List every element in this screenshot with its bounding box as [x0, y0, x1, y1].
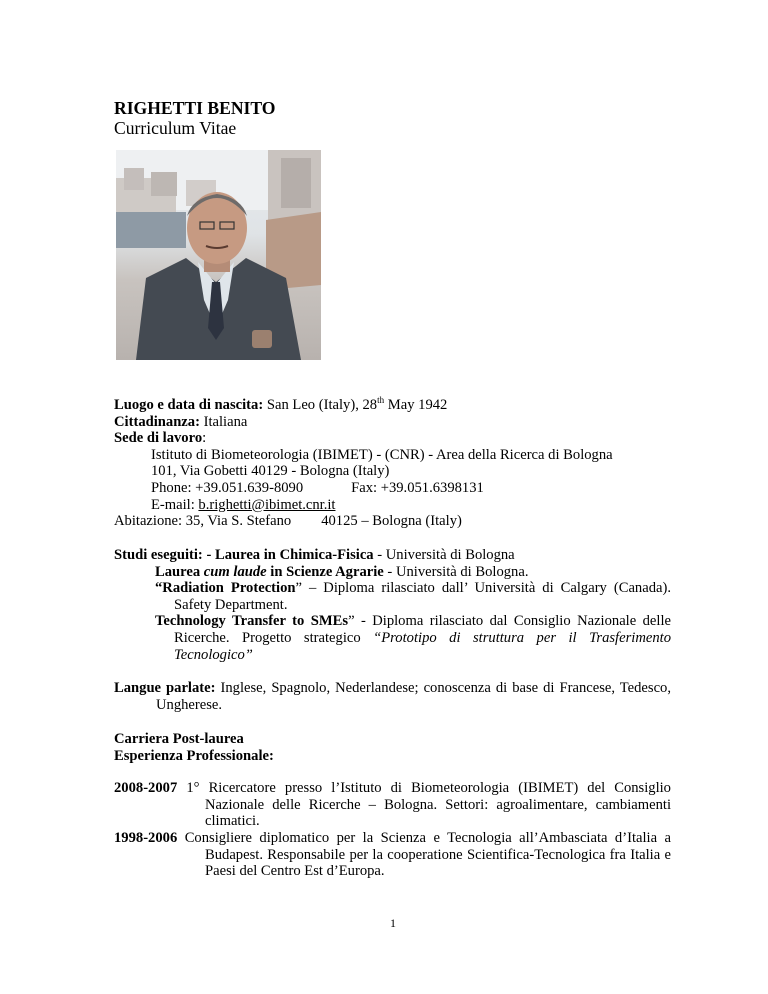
studies-item4-title: Technology Transfer to SMEs — [155, 613, 349, 630]
workplace-line2: 101, Via Gobetti 40129 - Bologna (Italy) — [151, 463, 390, 480]
studies-item2 — [114, 564, 671, 581]
home-line — [114, 513, 671, 530]
portrait-photo — [116, 150, 321, 360]
email-link[interactable]: b.righetti@ibimet.cnr.it — [198, 496, 336, 513]
languages-value: Inglese, Spagnolo, Nederlandese; conoscenza di base di Francese, Tedesco, Ungherese. — [156, 680, 671, 713]
citizenship-label: Cittadinanza: — [114, 413, 200, 430]
portrait-image — [116, 150, 321, 360]
birth-line — [114, 397, 671, 414]
languages-label: Langue parlate: — [114, 680, 216, 696]
studies-item4 — [114, 613, 671, 663]
workplace-heading: Sede di lavoro: — [114, 430, 207, 447]
fax: Fax: +39.051.6398131 — [351, 479, 484, 496]
studies-item3-title: “Radiation Protection — [155, 580, 296, 597]
studies-section — [114, 547, 671, 663]
home-address: Abitazione: 35, Via S. Stefano — [114, 513, 292, 530]
experience-heading: Esperienza Professionale: — [114, 747, 274, 764]
birth-tail: May 1942 — [387, 397, 448, 413]
email-line — [114, 497, 671, 514]
studies-item4-italic: “Prototipo di struttura per il Trasferimento Tecnologico” — [174, 629, 671, 663]
page-number: 1 — [390, 916, 396, 930]
citizenship-line — [114, 414, 671, 431]
workplace-label: Sede di lavoro — [114, 430, 203, 447]
career-entry-text — [114, 830, 671, 880]
career-entry-text — [114, 780, 671, 830]
career-heading: Carriera Post-laurea — [114, 731, 244, 747]
studies-item4-rest: ” - Diploma rilasciato dal Consiglio Nazionale delle Ricerche. Progetto strategico — [174, 613, 671, 646]
cv-name: RIGHETTI BENITO — [114, 98, 276, 118]
phone: Phone: +39.051.639-8090 — [151, 479, 304, 496]
career-entry-years: 2008-2007 — [114, 780, 178, 796]
contact-line — [114, 480, 671, 497]
birth-label: Luogo e data di nascita: — [114, 397, 264, 413]
studies-item1-title: - Laurea in Chimica-Fisica — [206, 547, 374, 563]
career-entry-description: 1° Ricercatore presso l’Istituto di Biometeorologia (IBIMET) del Consiglio Nazionale delle Ricerche – Bologna. Settori: agroalimentare, cambiamenti climatici. — [186, 780, 671, 830]
studies-item1 — [114, 547, 671, 564]
career-entry-description: Consigliere diplomatico per la Scienza e Tecnologia all’Ambasciata d’Italia a Budapest. Responsabile per la cooperatione Scientifica-Tecnologica fra Italia e Paesi del Centro Est d’Europa. — [184, 830, 671, 880]
studies-item2-rest: - Università di Bologna. — [383, 563, 529, 580]
cv-subtitle: Curriculum Vitae — [114, 118, 237, 138]
citizenship-value: Italiana — [203, 413, 248, 430]
languages-line — [114, 680, 671, 713]
birth-value: San Leo (Italy), 28 — [266, 397, 378, 413]
home-city: 40125 – Bologna (Italy) — [321, 513, 462, 530]
birth-sup: th — [377, 395, 385, 406]
studies-item1-rest: - Università di Bologna — [373, 547, 515, 563]
studies-item2-italic: cum laude — [203, 563, 267, 580]
workplace-line1: Istituto di Biometeorologia (IBIMET) - (CNR) - Area della Ricerca di Bologna — [151, 446, 613, 463]
personal-details — [114, 397, 671, 530]
studies-item2-title-a: Laurea — [155, 563, 204, 580]
studies-item3-rest: ” – Diploma rilasciato dall’ Università di Calgary (Canada). Safety Department. — [174, 580, 671, 613]
email-label: E-mail: — [151, 496, 199, 513]
languages-section — [114, 680, 671, 713]
studies-item2-title-b: in Scienze Agrarie — [266, 563, 384, 580]
career-section — [114, 731, 671, 764]
studies-label: Studi eseguiti: — [114, 547, 203, 563]
career-entry — [114, 780, 671, 830]
career-entry-years: 1998-2006 — [114, 830, 178, 846]
studies-item3 — [114, 580, 671, 613]
career-entry — [114, 830, 671, 880]
